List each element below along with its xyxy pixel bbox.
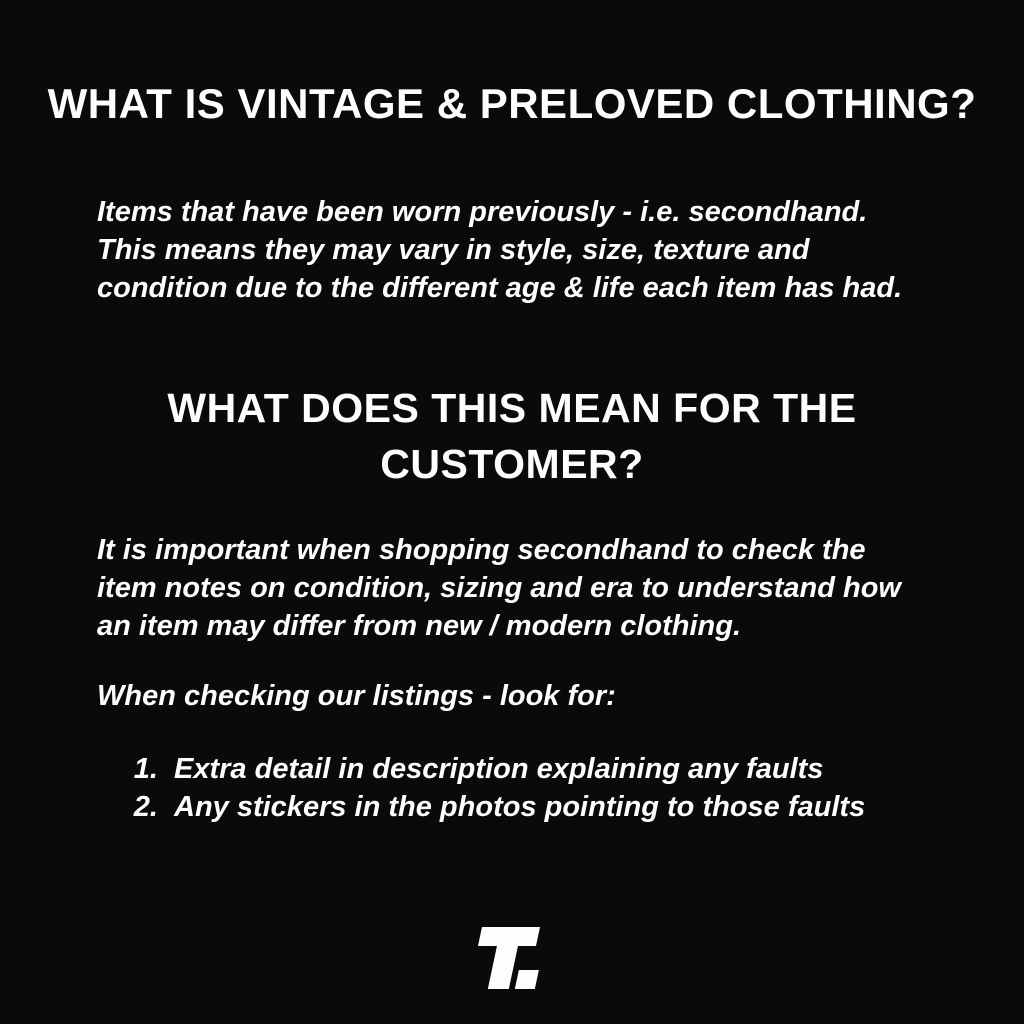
- brand-logo: [0, 925, 1024, 995]
- checklist-item-1: 1. Extra detail in description explaining any faults: [166, 750, 946, 788]
- intro-paragraph: Items that have been worn previously - i.e. secondhand. This means they may vary in style, size, texture and condition due to the different age & life each item has had.: [97, 196, 903, 304]
- checklist-item-2: 2. Any stickers in the photos pointing to those faults: [166, 788, 946, 826]
- checklist: [124, 750, 946, 826]
- customer-paragraph: It is important when shopping secondhand to check the item notes on condition, sizing and era to understand how an item may differ from new / modern clothing.: [97, 534, 901, 642]
- listings-lead: When checking our listings - look for:: [97, 680, 616, 712]
- t-logo-icon: [457, 925, 567, 995]
- section-heading: WHAT DOES THIS MEAN FOR THE CUSTOMER?: [167, 385, 857, 487]
- page-title: WHAT IS VINTAGE & PRELOVED CLOTHING?: [47, 80, 977, 127]
